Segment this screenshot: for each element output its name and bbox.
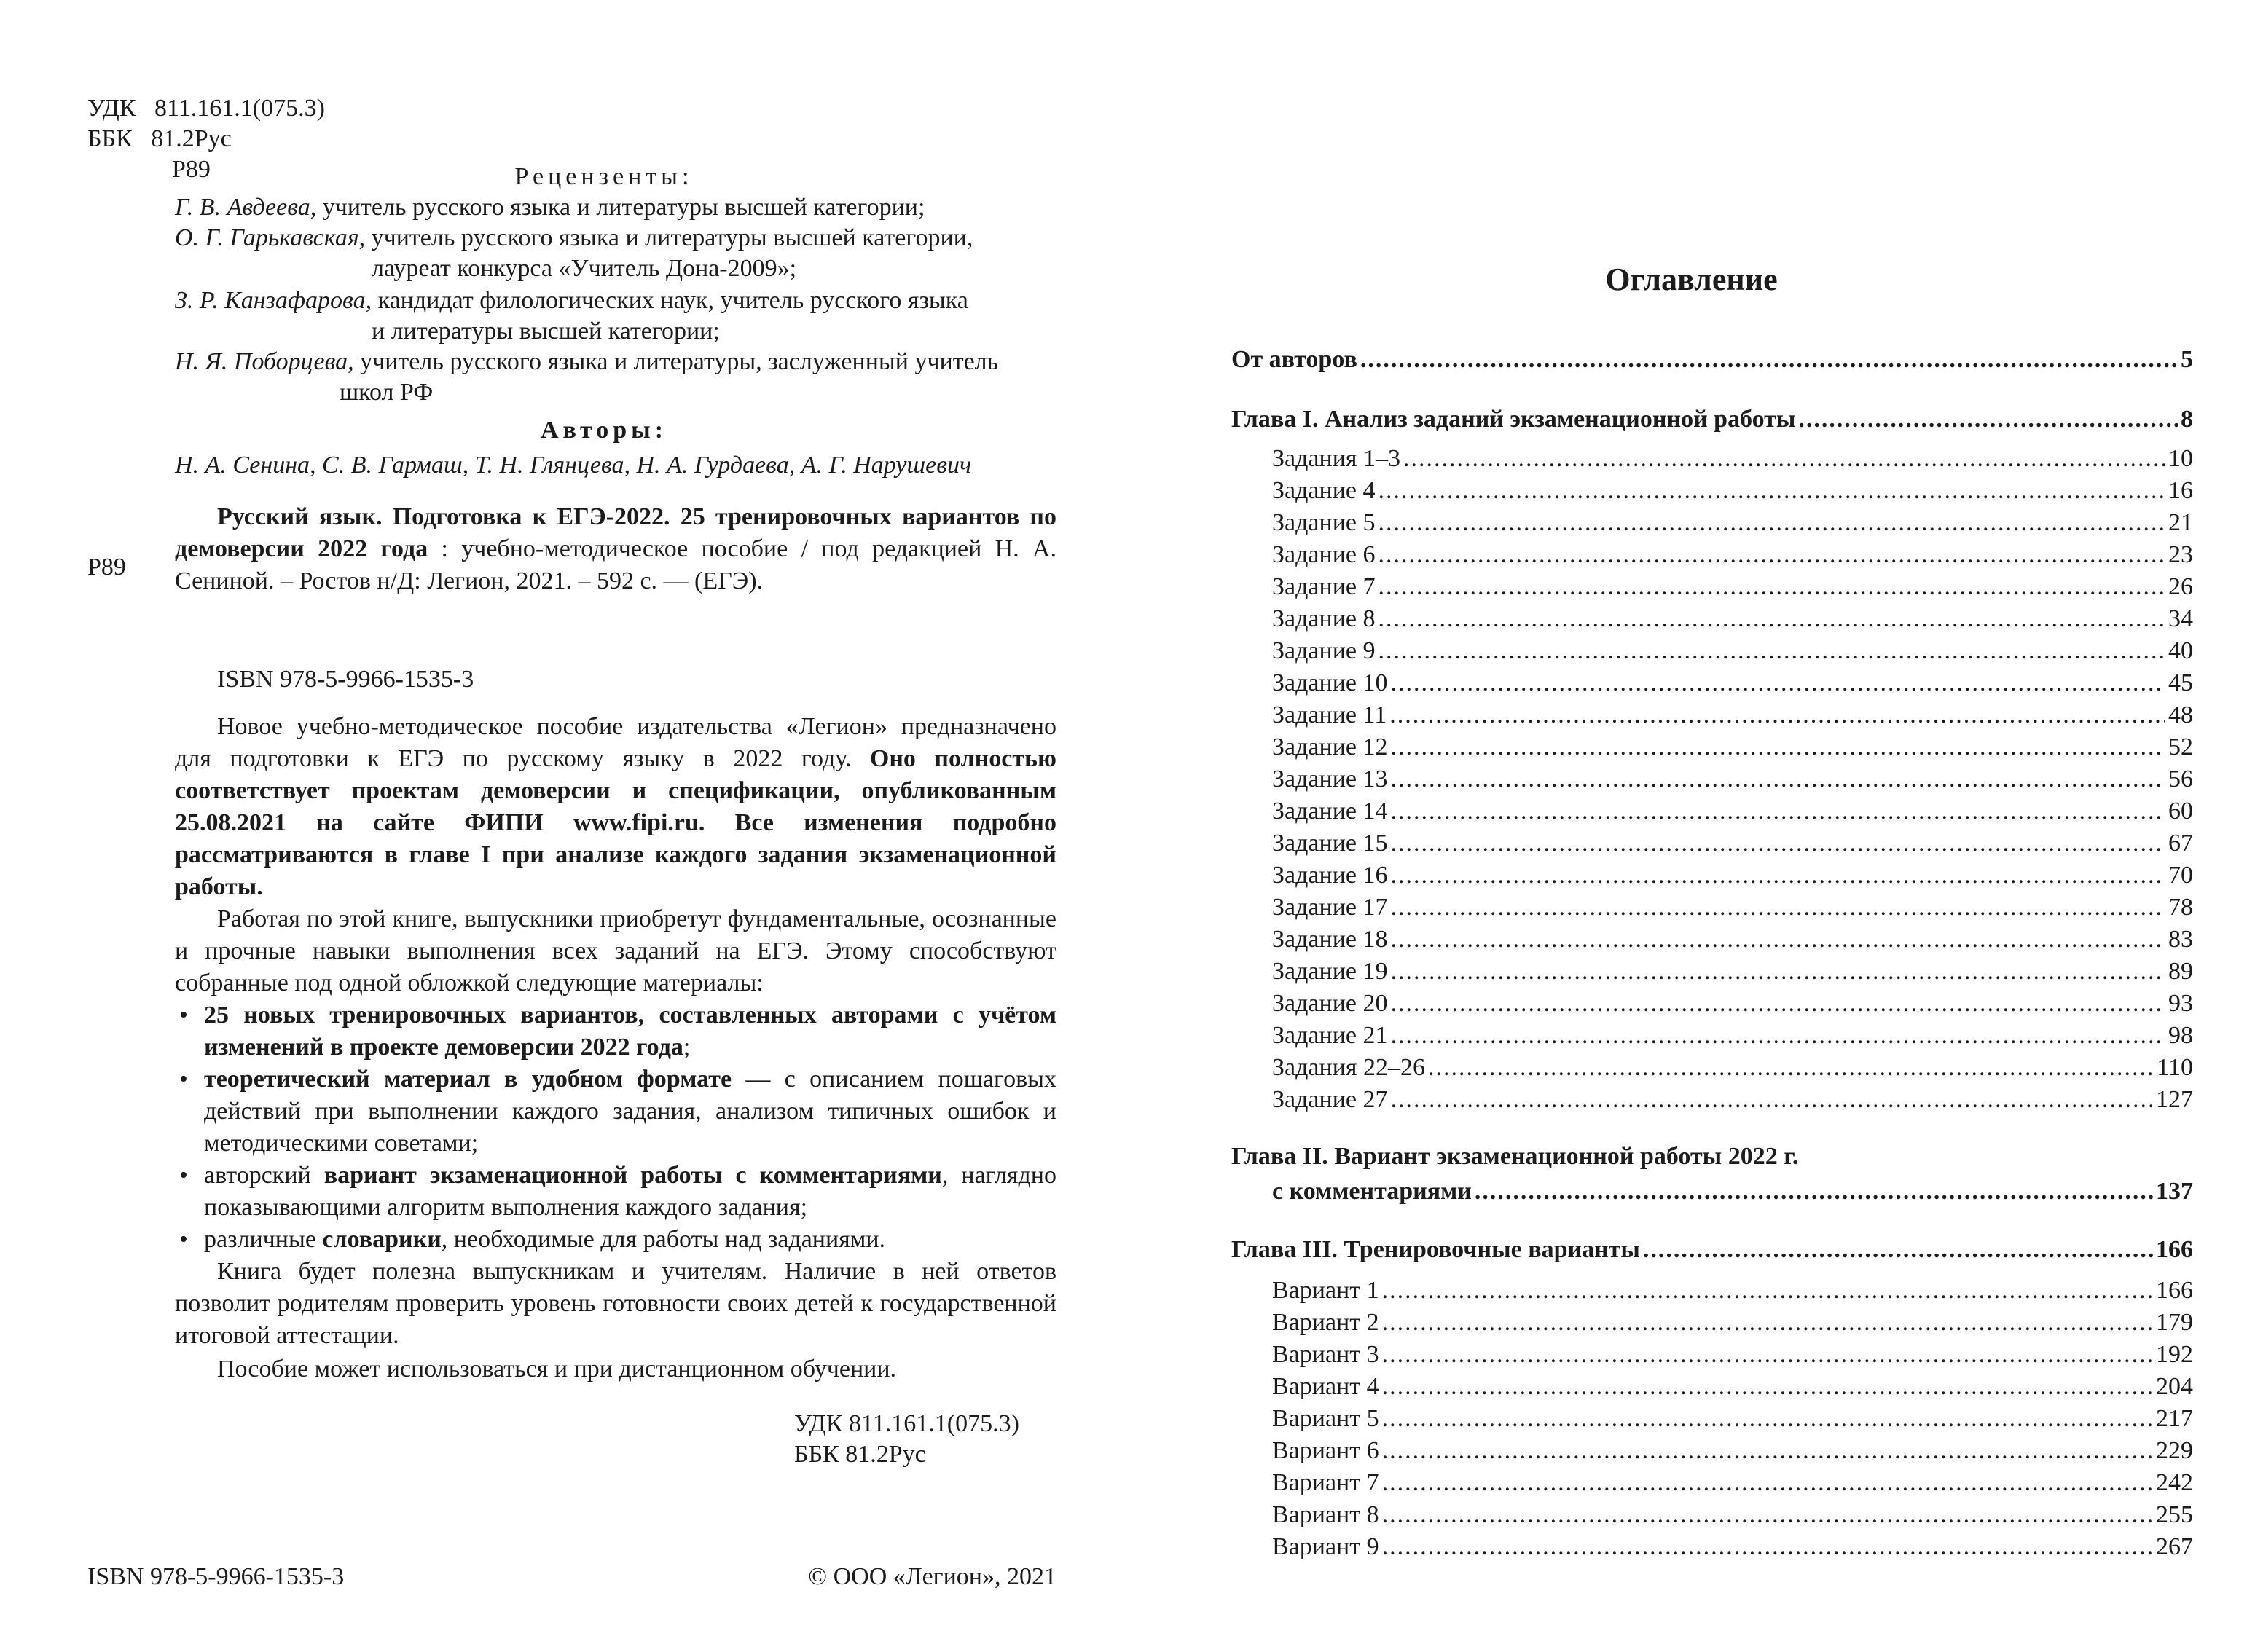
author-mark: Р89 [172,156,211,183]
toc-item[interactable]: Вариант 9 ..... 267 [1272,1531,2193,1563]
annotation-paragraph-2: Работая по этой книге, выпускники приобретут фундаментальные, осознанные и прочные навыки выполнения всех заданий на ЕГЭ. Этому способствуют собранные под одной обложкой следующие материалы: [175,905,1056,996]
catalog-entry: Русский язык. Подготовка к ЕГЭ-2022. 25 тренировочных вариантов по демоверсии 2022 года : учебно-методическое пособие / под редакцией Н. А. Сениной. – Ростов н/Д: Легион, 2021. – 592 с. — (ЕГЭ). [175,503,1056,594]
toc-chapter-3[interactable]: Глава III. Тренировочные варианты ..... 166 [1231,1234,2193,1266]
list-item: • различные словарики, необходимые для работы над заданиями. [175,1224,1056,1256]
annotation-paragraph-1: Новое учебно-методическое пособие издательства «Легион» предназначено для подготовки к ЕГЭ по русскому языку в 2022 году. Оно полностью соответствует проектам демоверсии и спецификации, опубликованным 25.08.2021 на сайте ФИПИ www.fipi.ru. Все изменения подробно рассматриваются в главе I при анализе каждого задания экзаменационной работы. [175,713,1056,900]
bbk-bottom: ББК 81.2Рус [794,1441,926,1468]
annotation-paragraph-4: Пособие может использоваться и при дистанционном обучении. [217,1356,897,1382]
toc-item[interactable]: Вариант 3 ..... 192 [1272,1339,2193,1371]
toc-item[interactable]: Задания 1–3 ..... 10 [1272,443,2193,475]
reviewer-2: О. Г. Гарькавская, учитель русского языка и литературы высшей категории, [175,224,973,251]
catalog-mark: Р89 [87,554,126,581]
reviewer-2-cont: лауреат конкурса «Учитель Дона-2009»; [372,255,797,282]
toc-item[interactable]: Задание 18 ..... 83 [1272,924,2193,956]
toc-item[interactable]: Задание 11 ..... 48 [1272,699,2193,731]
toc-chapter-2-title[interactable]: Глава II. Вариант экзаменационной работы 2022 г. [1231,1143,1799,1170]
toc-item[interactable]: Вариант 5 ..... 217 [1272,1403,2193,1435]
toc-item[interactable]: Задание 13 ..... 56 [1272,763,2193,795]
toc-item[interactable]: Задание 6 ..... 23 [1272,539,2193,571]
toc-item[interactable]: Задание 19 ..... 89 [1272,956,2193,988]
toc-item[interactable]: Задание 15 ..... 67 [1272,827,2193,860]
list-item: • теоретический материал в удобном формате — с описанием пошаговых действий при выполнении каждого задания, анализом типичных ошибок и методическими советами; [175,1063,1056,1160]
toc-item[interactable]: Вариант 6 ..... 229 [1272,1435,2193,1467]
toc-chapter-2[interactable]: с комментариями ..... 137 [1272,1176,2193,1208]
toc-item[interactable]: Задание 21 ..... 98 [1272,1020,2193,1052]
isbn-bottom: ISBN 978-5-9966-1535-3 [87,1563,345,1590]
toc-item[interactable]: Вариант 4 ..... 204 [1272,1371,2193,1403]
toc-item[interactable]: Задание 17 ..... 78 [1272,892,2193,924]
toc-item[interactable]: Задание 20 ..... 93 [1272,988,2193,1020]
materials-list [175,999,1056,1256]
toc-item[interactable]: Задания 22–26 ..... 110 [1272,1052,2193,1084]
list-item: • авторский вариант экзаменационной работы с комментариями, наглядно показывающими алгоритм выполнения каждого задания; [175,1160,1056,1224]
toc-item[interactable]: Вариант 8 ..... 255 [1272,1499,2193,1531]
reviewer-4-cont: школ РФ [340,379,434,406]
toc-item[interactable]: Задание 8 ..... 34 [1272,603,2193,635]
toc-item[interactable]: Задание 9 ..... 40 [1272,635,2193,667]
annotation-paragraph-3: Книга будет полезна выпускникам и учителям. Наличие в ней ответов позволит родителям проверить уровень готовности своих детей к государственной итоговой аттестации. [175,1258,1056,1349]
toc-item[interactable]: Вариант 7 ..... 242 [1272,1467,2193,1499]
toc-item[interactable]: Задание 12 ..... 52 [1272,731,2193,763]
isbn-line: ISBN 978-5-9966-1535-3 [217,666,474,693]
udk-line: УДК 811.161.1(075.3) [87,95,325,122]
toc-from-authors[interactable]: От авторов ..... 5 [1231,344,2193,376]
reviewer-1: Г. В. Авдеева, учитель русского языка и литературы высшей категории; [175,194,925,221]
reviewer-3-cont: и литературы высшей категории; [372,318,720,345]
toc-title: Оглавление [1605,261,1778,297]
toc-item[interactable]: Задание 4 ..... 16 [1272,475,2193,507]
authors-heading: Авторы: [540,417,668,444]
list-item: • 25 новых тренировочных вариантов, составленных авторами с учётом изменений в проекте демоверсии 2022 года; [175,999,1056,1063]
udk-bottom: УДК 811.161.1(075.3) [794,1410,1019,1437]
toc-item[interactable]: Вариант 1 ..... 166 [1272,1275,2193,1307]
reviewers-heading: Рецензенты: [514,163,694,190]
toc-item[interactable]: Вариант 2 ..... 179 [1272,1307,2193,1339]
copyright-notice: © ООО «Легион», 2021 [808,1563,1056,1590]
reviewer-3: З. Р. Канзафарова, кандидат филологических наук, учитель русского языка [175,287,968,314]
toc-item[interactable]: Задание 14 ..... 60 [1272,795,2193,827]
toc-chapter-1[interactable]: Глава I. Анализ заданий экзаменационной работы ..... 8 [1231,404,2193,436]
bbk-line: ББК 81.2Рус [87,125,232,152]
reviewer-4: Н. Я. Поборцева, учитель русского языка и литературы, заслуженный учитель [175,348,999,375]
toc-item[interactable]: Задание 27 ..... 127 [1272,1084,2193,1116]
authors-list: Н. А. Сенина, С. В. Гармаш, Т. Н. Глянцева, Н. А. Гурдаева, А. Г. Нарушевич [175,452,972,479]
toc-item[interactable]: Задание 5 ..... 21 [1272,507,2193,539]
toc-item[interactable]: Задание 10 ..... 45 [1272,667,2193,699]
toc-item[interactable]: Задание 7 ..... 26 [1272,571,2193,603]
toc-item[interactable]: Задание 16 ..... 70 [1272,860,2193,892]
